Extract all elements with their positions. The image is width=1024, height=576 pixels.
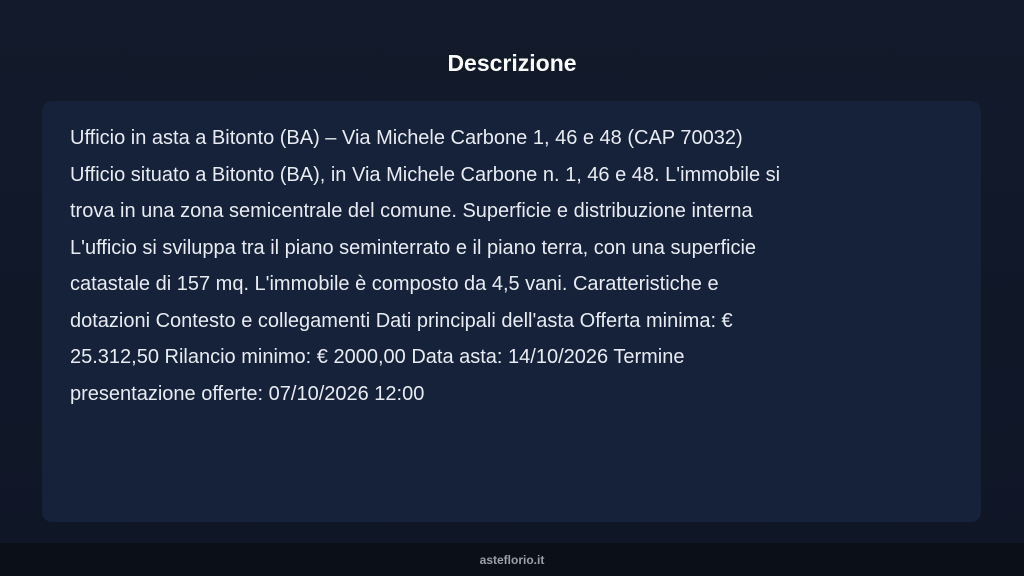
description-line: trova in una zona semicentrale del comune. Superficie e distribuzione interna: [70, 200, 753, 222]
description-line: catastale di 157 mq. L'immobile è composto da 4,5 vani. Caratteristiche e: [70, 273, 719, 295]
description-line: Ufficio in asta a Bitonto (BA) – Via Michele Carbone 1, 46 e 48 (CAP 70032): [70, 127, 743, 149]
footer-site-name: asteflorio.it: [479, 553, 545, 567]
description-line: Ufficio situato a Bitonto (BA), in Via Michele Carbone n. 1, 46 e 48. L'immobile si: [70, 163, 781, 186]
description-line: L'ufficio si sviluppa tra il piano seminterrato e il piano terra, con una superficie: [70, 236, 757, 259]
description-line: dotazioni Contesto e collegamenti Dati principali dell'asta Offerta minima: €: [70, 309, 733, 332]
page-title: Descrizione: [447, 50, 577, 76]
footer: [0, 543, 1024, 576]
description-line: 25.312,50 Rilancio minimo: € 2000,00 Data asta: 14/10/2026 Termine: [70, 346, 685, 368]
description-text: [70, 120, 780, 412]
description-card: [42, 101, 981, 522]
description-line: presentazione offerte: 07/10/2026 12:00: [70, 382, 425, 405]
